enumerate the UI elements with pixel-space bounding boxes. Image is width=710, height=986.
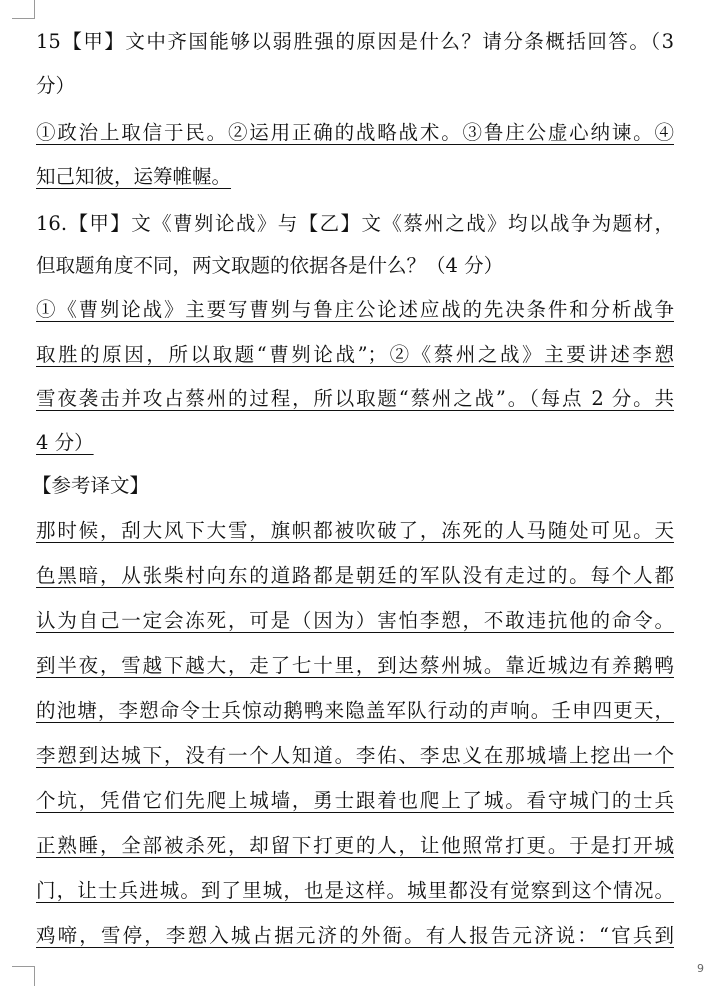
crop-mark-top [12, 0, 35, 19]
crop-mark-bottom [12, 966, 35, 986]
q15-question-line-2: 分） [36, 74, 76, 97]
q15-question-line-1: 15【甲】文中齐国能够以弱胜强的原因是什么？请分条概括回答。（3 [36, 30, 674, 53]
translation-line-7: 个坑，凭借它们先爬上城墙，勇士跟着也爬上了城。看守城门的士兵 [36, 789, 674, 812]
translation-line-6: 李愬到达城下，没有一个人知道。李佑、李忠义在那城墙上挖出一个 [36, 744, 674, 767]
translation-line-5: 的池塘，李愬命令士兵惊动鹅鸭来隐盖军队行动的声响。壬申四更天， [36, 699, 674, 722]
q16-answer-line-3: 雪夜袭击并攻占蔡州的过程，所以取题“蔡州之战”。（每点 2 分。共 [36, 387, 674, 410]
translation-line-4: 到半夜，雪越下越大，走了七十里，到达蔡州城。靠近城边有养鹅鸭 [36, 654, 674, 677]
page-number: 9 [697, 962, 704, 975]
q15-answer-line-1: ①政治上取信于民。②运用正确的战略战术。③鲁庄公虚心纳谏。④ [36, 121, 674, 144]
q16-answer-line-1: ①《曹刿论战》主要写曹刿与鲁庄公论述应战的先决条件和分析战争 [36, 298, 674, 321]
translation-line-8: 正熟睡，全部被杀死，却留下打更的人，让他照常打更。于是打开城 [36, 834, 674, 857]
translation-line-2: 色黑暗，从张柴村向东的道路都是朝廷的军队没有走过的。每个人都 [36, 564, 674, 587]
translation-heading: 【参考译文】 [32, 474, 150, 497]
q16-question-line-2: 但取题角度不同，两文取题的依据各是什么？（4 分） [36, 254, 504, 277]
q16-answer-line-4: 4 分） [36, 431, 94, 454]
q16-question-line-1: 16.【甲】文《曹刿论战》与【乙】文《蔡州之战》均以战争为题材， [36, 212, 674, 235]
q16-answer-line-2: 取胜的原因，所以取题“曹刿论战”；②《蔡州之战》主要讲述李愬 [36, 343, 674, 366]
translation-line-1: 那时候，刮大风下大雪，旗帜都被吹破了，冻死的人马随处可见。天 [36, 519, 674, 542]
translation-line-3: 认为自己一定会冻死，可是（因为）害怕李愬，不敢违抗他的命令。 [36, 609, 674, 632]
translation-line-10: 鸡啼，雪停，李愬入城占据元济的外衙。有人报告元济说：“官兵到 [36, 924, 674, 947]
translation-line-9: 门，让士兵进城。到了里城，也是这样。城里都没有觉察到这个情况。 [36, 879, 674, 902]
q15-answer-line-2: 知己知彼，运筹帷幄。 [36, 165, 232, 188]
